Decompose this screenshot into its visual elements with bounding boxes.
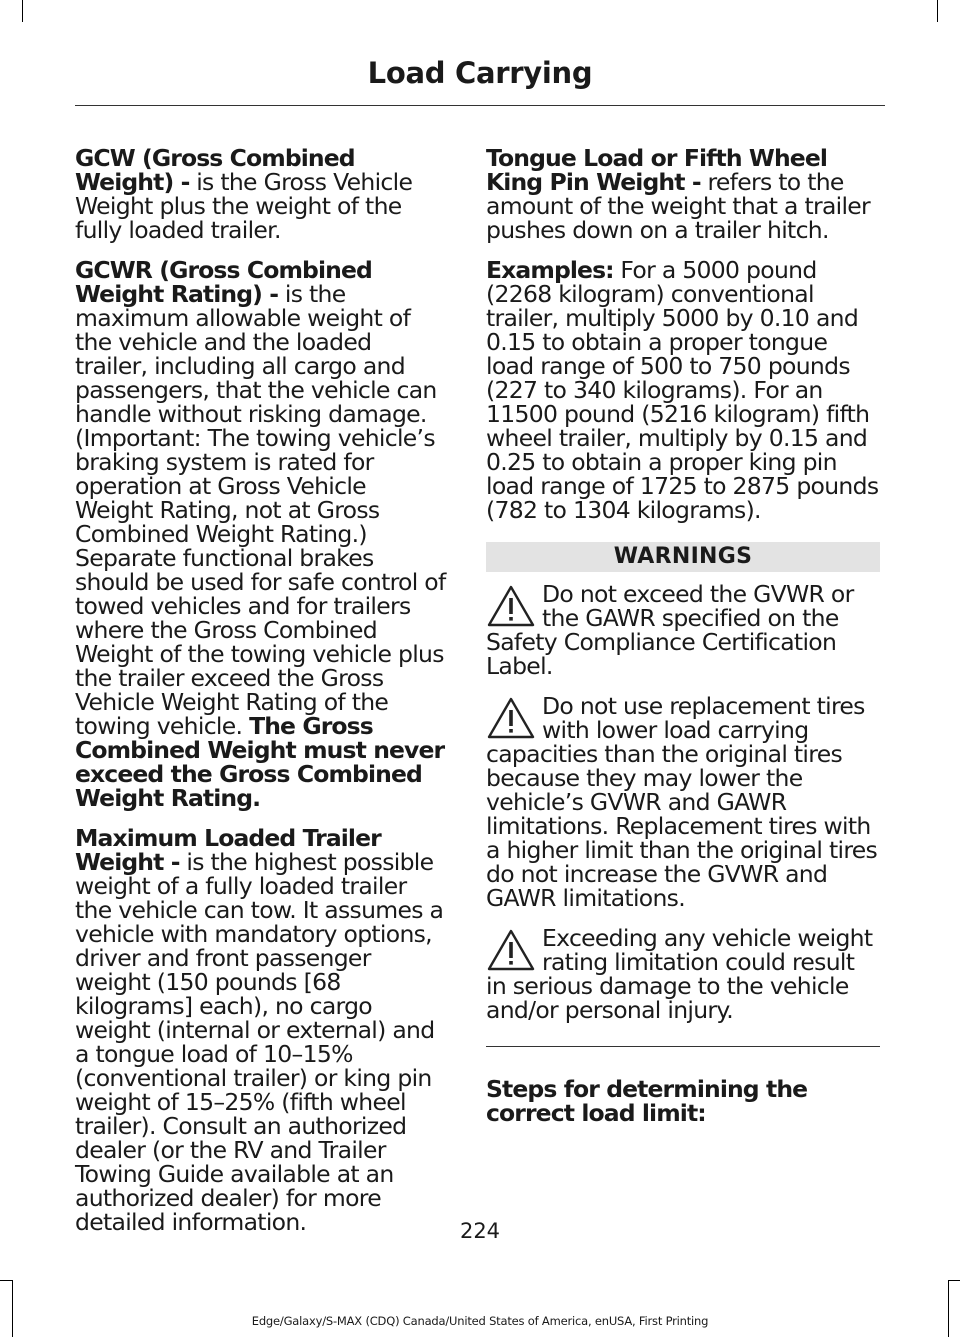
- page-title: Load Carrying: [367, 56, 593, 90]
- left-column: [75, 146, 447, 1250]
- header-divider: [75, 105, 885, 106]
- max-trailer-text: is the highest possible weight of a fully loaded trailer the vehicle can tow. It assumes a vehicle with mandatory options, driver and front passenger weight (150 pounds [68 kilograms] each), no cargo weight (internal or external) and a tongue load of 10–15% (conventional trailer) or king pin weight of 15–25% (fifth wheel trailer). Consult an authorized dealer (or the RV and Trailer Towing Guide available at an authorized dealer) for more detailed information.: [75, 848, 444, 1236]
- examples-text: For a 5000 pound (2268 kilogram) conventional trailer, multiply 5000 by 0.10 and 0.15 to obtain a proper tongue load range of 500 to 750 pounds (227 to 340 kilograms). For an 11500 pound (5216 kilogram) fifth wheel trailer, multiply by 0.15 and 0.25 to obtain a proper king pin load range of 1725 to 2875 pounds (782 to 1304 kilograms).: [486, 256, 879, 524]
- warning-item: [486, 582, 880, 678]
- examples-term: Examples:: [486, 256, 614, 284]
- gcwr-emphasis: The Gross Combined Weight must never exceed the Gross Combined Weight Rating.: [75, 712, 445, 812]
- tongue-term: Tongue Load or Fifth Wheel King Pin Weight -: [486, 144, 828, 196]
- page-number: 224: [459, 1219, 501, 1243]
- crop-mark: [937, 0, 938, 22]
- gcwr-text: is the maximum allowable weight of the vehicle and the loaded trailer, including all cargo and passengers, that the vehicle can handle without risking damage. (Important: The towing vehicle’s braking system is rated for operation at Gross Vehicle Weight Rating, not at Gross Combined Weight Rating.) Separate functional brakes should be used for safe control of towed vehicles and for trailers where the Gross Combined Weight of the towing vehicle plus the trailer exceed the Gross Vehicle Weight Rating of the towing vehicle.: [75, 280, 446, 740]
- crop-mark: [948, 1280, 949, 1337]
- tongue-text: refers to the amount of the weight that a trailer pushes down on a trailer hitch.: [486, 168, 871, 244]
- section-divider: [486, 1046, 880, 1047]
- warning-triangle-icon: [486, 584, 536, 628]
- crop-mark: [948, 1280, 960, 1281]
- warning-text: Exceeding any vehicle weight rating limitation could result in serious damage to the vehicle and/or personal injury.: [486, 924, 873, 1024]
- gcwr-term: GCWR (Gross Combined Weight Rating) -: [75, 256, 372, 308]
- steps-heading: Steps for determining the correct load limit:: [486, 1075, 808, 1127]
- warning-text: Do not exceed the GVWR or the GAWR specified on the Safety Compliance Certification Label.: [486, 580, 854, 680]
- max-trailer-definition: [75, 826, 447, 1234]
- gcw-text: is the Gross Vehicle Weight plus the weight of the fully loaded trailer.: [75, 168, 413, 244]
- warning-item: [486, 694, 880, 910]
- gcw-term: GCW (Gross Combined Weight) -: [75, 144, 355, 196]
- warning-triangle-icon: [486, 696, 536, 740]
- warning-item: [486, 926, 880, 1022]
- gcwr-definition: [75, 258, 447, 810]
- warning-text: Do not use replacement tires with lower load carrying capacities than the original tires because they may lower the vehicle’s GVWR and GAWR limitations. Replacement tires with a higher limit than the original tires do not increase the GVWR and GAWR limitations.: [486, 692, 878, 912]
- max-trailer-term: Maximum Loaded Trailer Weight -: [75, 824, 381, 876]
- gcw-definition: [75, 146, 447, 242]
- crop-mark: [22, 0, 23, 22]
- right-column: [486, 146, 880, 1141]
- examples-paragraph: [486, 258, 880, 522]
- tongue-definition: [486, 146, 880, 242]
- warning-triangle-icon: [486, 928, 536, 972]
- crop-mark: [12, 1280, 13, 1337]
- warnings-heading: WARNINGS: [486, 542, 880, 572]
- print-footer: Edge/Galaxy/S-MAX (CDQ) Canada/United States of America, enUSA, First Printing: [251, 1314, 709, 1328]
- crop-mark: [0, 1280, 12, 1281]
